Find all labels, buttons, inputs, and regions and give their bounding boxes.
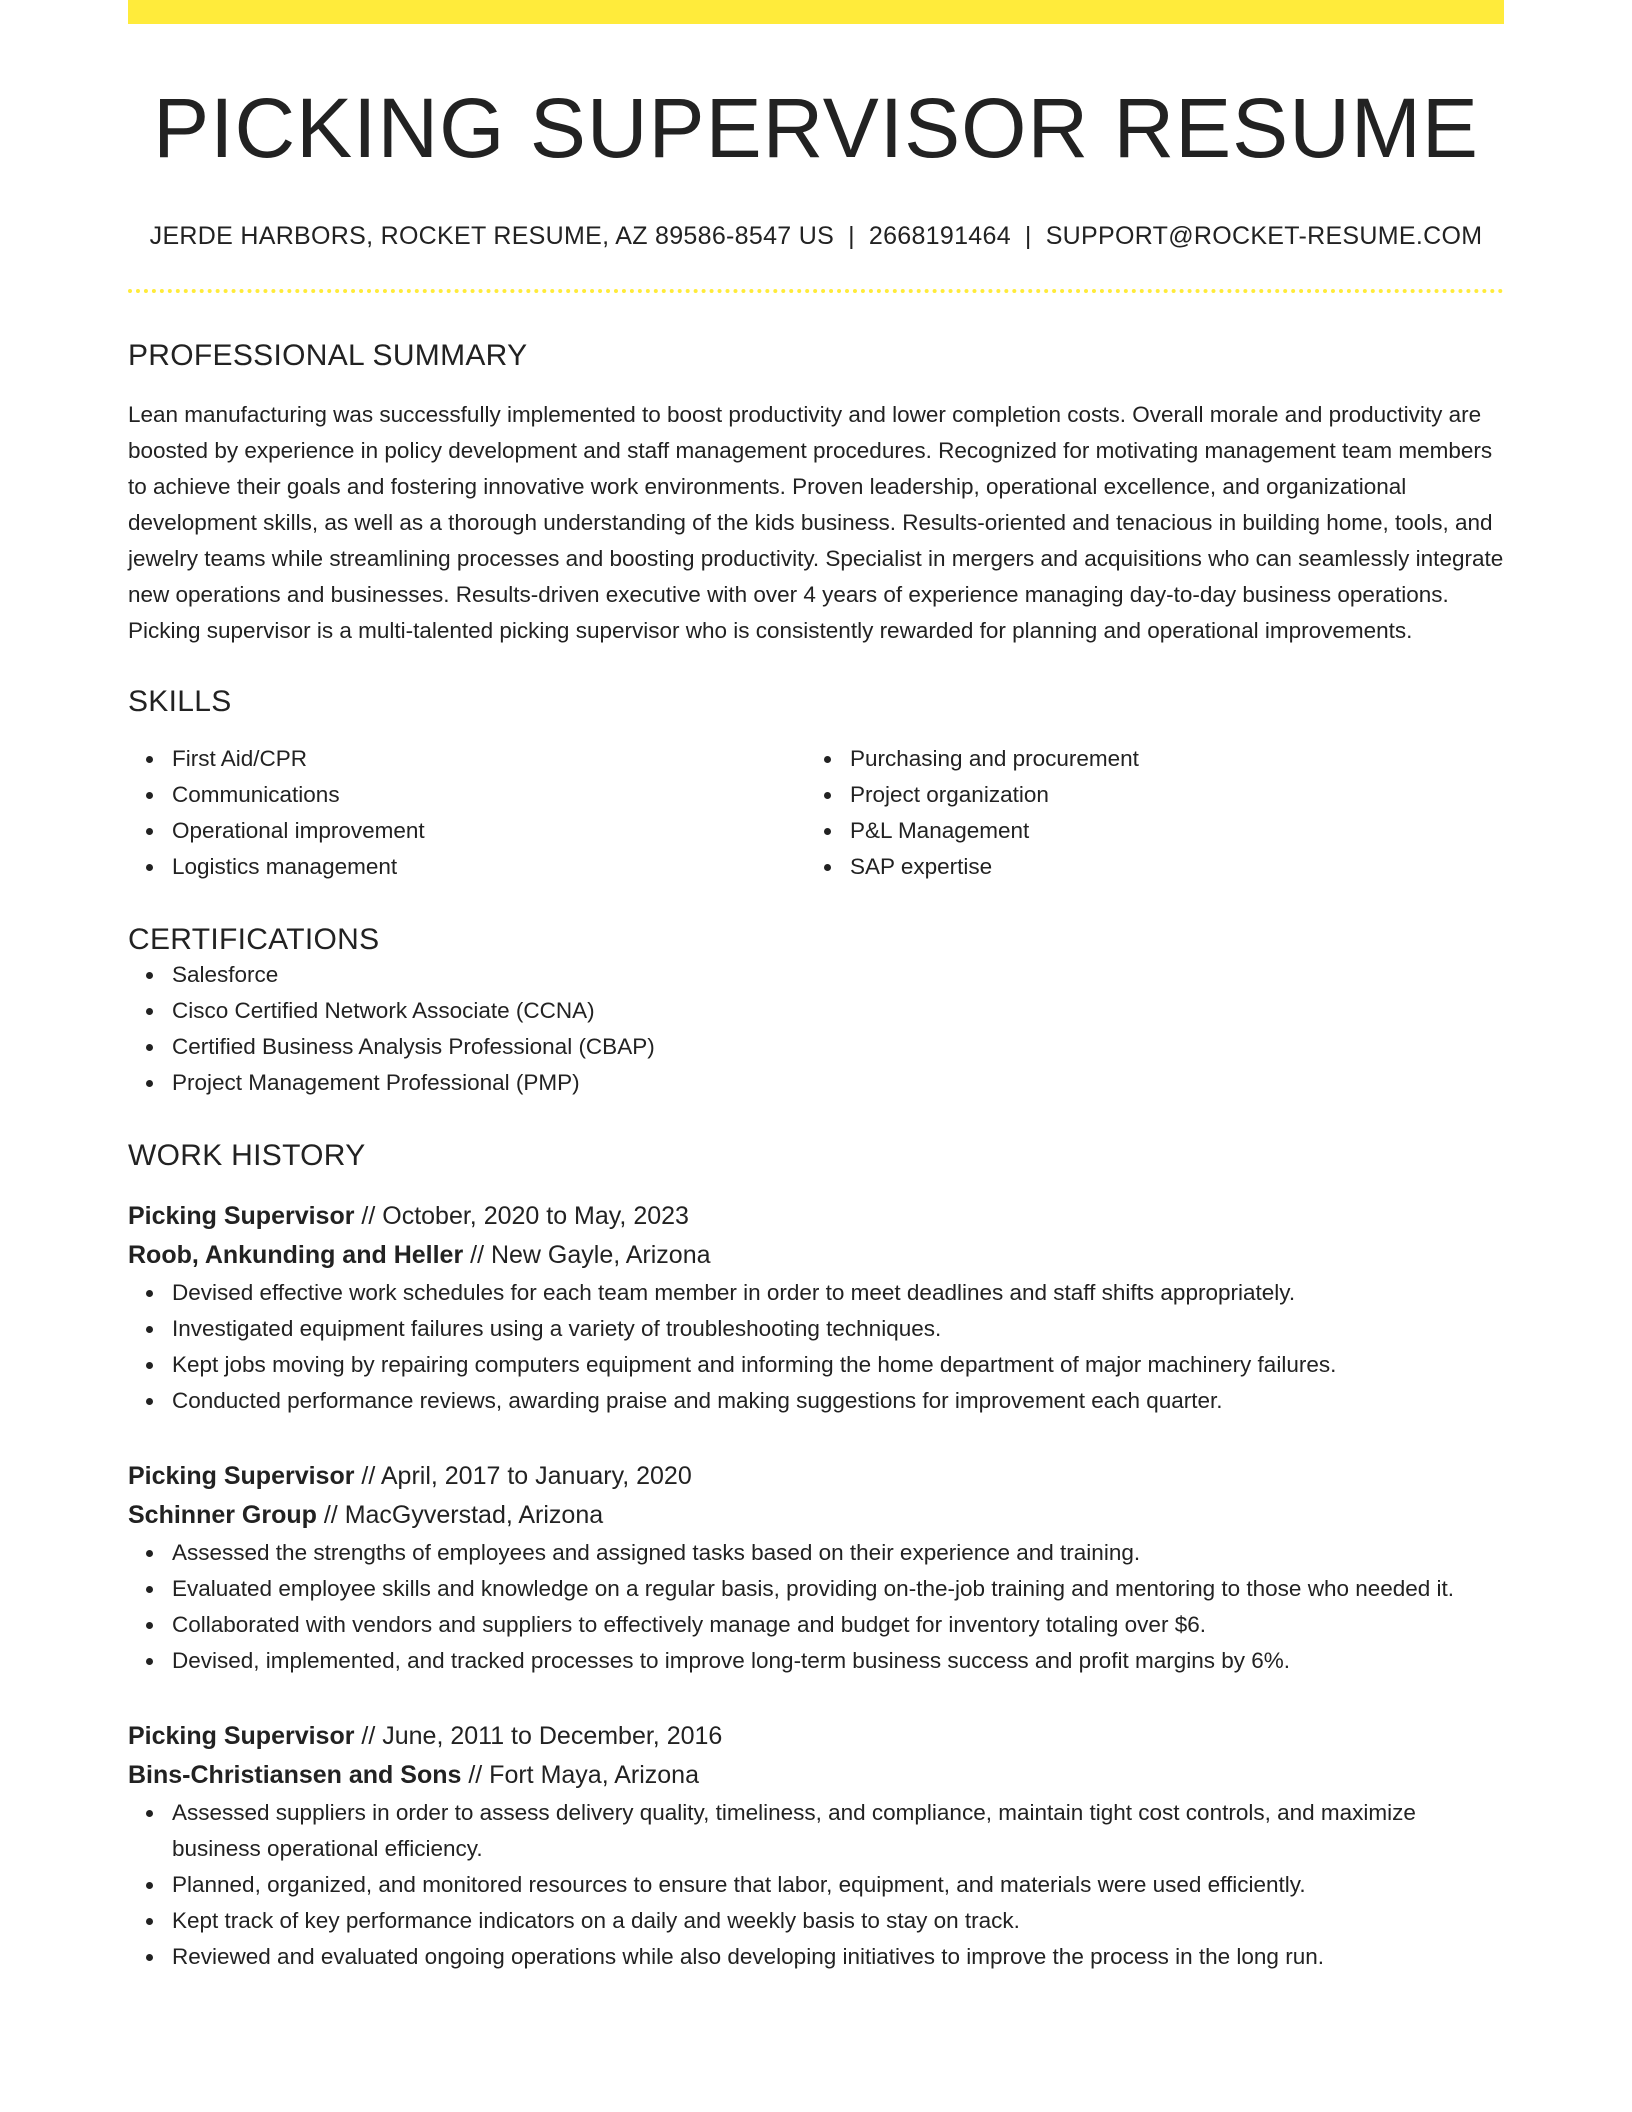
job-bullet: Evaluated employee skills and knowledge on a regular basis, providing on-the-job training and mentoring to those who needed it.: [172, 1571, 1504, 1607]
skills-heading: SKILLS: [128, 685, 232, 719]
certification-item: Project Management Professional (PMP): [172, 1065, 1504, 1101]
job-bullet: Devised effective work schedules for each team member in order to meet deadlines and staff shifts appropriately.: [172, 1275, 1504, 1311]
job-entry: [128, 1457, 1504, 1679]
job-dates: // October, 2020 to May, 2023: [354, 1202, 689, 1231]
job-dates: // June, 2011 to December, 2016: [354, 1722, 723, 1751]
certifications-list: [128, 957, 1504, 1101]
job-location: // Fort Maya, Arizona: [461, 1761, 699, 1790]
job-role-line: [128, 1457, 1504, 1496]
skill-item: Communications: [172, 777, 806, 813]
resume-title: PICKING SUPERVISOR RESUME: [153, 81, 1479, 175]
contact-separator: |: [1024, 222, 1032, 251]
job-bullet: Assessed the strengths of employees and assigned tasks based on their experience and training.: [172, 1535, 1504, 1571]
job-role: Picking Supervisor: [128, 1722, 355, 1751]
job-role: Picking Supervisor: [128, 1462, 355, 1491]
skills-grid: [128, 741, 1504, 885]
job-bullet: Reviewed and evaluated ongoing operations while also developing initiatives to improve the process in the long run.: [172, 1939, 1504, 1975]
skill-item: Logistics management: [172, 849, 806, 885]
job-location: // MacGyverstad, Arizona: [316, 1501, 604, 1530]
job-bullet: Conducted performance reviews, awarding praise and making suggestions for improvement each quarter.: [172, 1383, 1504, 1419]
contact-separator: |: [848, 222, 855, 251]
job-bullets: [128, 1275, 1504, 1419]
job-role: Picking Supervisor: [128, 1202, 355, 1231]
work-history-heading: WORK HISTORY: [128, 1139, 366, 1173]
skill-item: Purchasing and procurement: [850, 741, 1484, 777]
job-entry: [128, 1717, 1504, 1975]
summary-paragraph: Lean manufacturing was successfully implemented to boost productivity and lower completion costs. Overall morale and productivity are boosted by experience in policy development and staff management procedures. Recognized for motivating management team members to achieve their goals and fostering innovative work environments. Proven leadership, operational excellence, and organizational development skills, as well as a thorough understanding of the kids business. Results-oriented and tenacious in building home, tools, and jewelry teams while streamlining processes and boosting productivity. Specialist in mergers and acquisitions who can seamlessly integrate new operations and businesses. Results-driven executive with over 4 years of experience managing day-to-day business operations. Picking supervisor is a multi-talented picking supervisor who is consistently rewarded for planning and operational improvements.: [128, 402, 1504, 644]
job-dates: // April, 2017 to January, 2020: [354, 1462, 692, 1491]
summary-heading: PROFESSIONAL SUMMARY: [128, 339, 528, 373]
skills-column-left: [128, 741, 806, 885]
job-company: Roob, Ankunding and Heller: [128, 1241, 464, 1270]
job-bullet: Devised, implemented, and tracked processes to improve long-term business success and profit margins by 6%.: [172, 1643, 1504, 1679]
contact-address: JERDE HARBORS, ROCKET RESUME, AZ 89586-8547 US: [149, 222, 835, 251]
skills-list-left: [128, 741, 806, 885]
job-company: Bins-Christiansen and Sons: [128, 1761, 462, 1790]
skill-item: SAP expertise: [850, 849, 1484, 885]
contact-email: SUPPORT@ROCKET-RESUME.COM: [1045, 222, 1483, 251]
certification-item: Salesforce: [172, 957, 1504, 993]
skill-item: First Aid/CPR: [172, 741, 806, 777]
job-bullet: Planned, organized, and monitored resources to ensure that labor, equipment, and materials were used efficiently.: [172, 1867, 1504, 1903]
job-bullet: Kept track of key performance indicators on a daily and weekly basis to stay on track.: [172, 1903, 1504, 1939]
top-accent-bar: [128, 0, 1504, 24]
job-bullet: Assessed suppliers in order to assess delivery quality, timeliness, and compliance, maintain tight cost controls, and maximize business operational efficiency.: [172, 1795, 1504, 1867]
contact-phone: 2668191464: [868, 222, 1011, 251]
skill-item: Project organization: [850, 777, 1484, 813]
job-role-line: [128, 1717, 1504, 1756]
contact-line: [128, 222, 1504, 251]
job-bullet: Investigated equipment failures using a variety of troubleshooting techniques.: [172, 1311, 1504, 1347]
skill-item: P&L Management: [850, 813, 1484, 849]
certification-item: Cisco Certified Network Associate (CCNA): [172, 993, 1504, 1029]
job-bullets: [128, 1535, 1504, 1679]
skills-column-right: [806, 741, 1484, 885]
job-bullets: [128, 1795, 1504, 1975]
skills-list-right: [806, 741, 1484, 885]
dotted-divider: [128, 289, 1504, 293]
job-bullet: Collaborated with vendors and suppliers to effectively manage and budget for inventory totaling over $6.: [172, 1607, 1504, 1643]
job-company-line: [128, 1496, 1504, 1535]
skill-item: Operational improvement: [172, 813, 806, 849]
job-company-line: [128, 1236, 1504, 1275]
job-location: // New Gayle, Arizona: [463, 1241, 711, 1270]
job-entry: [128, 1197, 1504, 1419]
certification-item: Certified Business Analysis Professional (CBAP): [172, 1029, 1504, 1065]
job-role-line: [128, 1197, 1504, 1236]
certifications-heading: CERTIFICATIONS: [128, 923, 380, 957]
job-company-line: [128, 1756, 1504, 1795]
job-company: Schinner Group: [128, 1501, 317, 1530]
resume-page: [128, 0, 1504, 1975]
job-bullet: Kept jobs moving by repairing computers equipment and informing the home department of major machinery failures.: [172, 1347, 1504, 1383]
